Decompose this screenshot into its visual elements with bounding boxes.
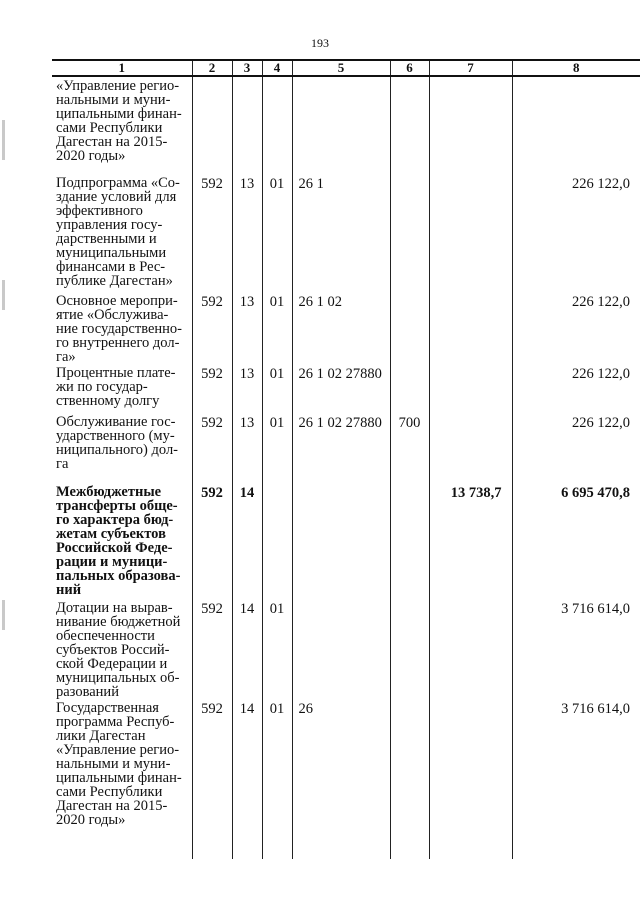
column-number: 7 — [429, 60, 512, 76]
subsection-code — [262, 483, 292, 599]
expense-type-code — [390, 174, 429, 292]
subsection-code: 01 — [262, 364, 292, 413]
amount-column-7 — [429, 292, 512, 364]
ministry-code: 592 — [192, 699, 232, 857]
column-number: 8 — [512, 60, 640, 76]
item-name: Обслуживание гос-ударственного (му-ниципального) дол-га — [56, 414, 179, 472]
amount-column-8: 6 695 470,8 — [512, 483, 640, 599]
column-number: 2 — [192, 60, 232, 76]
section-code: 14 — [232, 599, 262, 699]
item-name: Межбюджетные трансферты обще-го характера бюд-жетам субъектов Российской Феде-рации и муници-пальных образова-ний — [56, 484, 181, 598]
table-row — [52, 699, 640, 857]
item-name: Процентные плате-жи по государ-ственному долгу — [56, 365, 176, 409]
target-item-code: 26 — [292, 699, 390, 857]
subsection-code: 01 — [262, 292, 292, 364]
amount-column-8: 226 122,0 — [512, 292, 640, 364]
column-number: 1 — [52, 60, 192, 76]
ministry-code: 592 — [192, 174, 232, 292]
table-row — [52, 599, 640, 699]
ministry-code: 592 — [192, 599, 232, 699]
empty-cell — [292, 857, 390, 859]
subsection-code: 01 — [262, 599, 292, 699]
amount-column-7: 13 738,7 — [429, 483, 512, 599]
section-code: 14 — [232, 483, 262, 599]
amount-column-7 — [429, 364, 512, 413]
table-row — [52, 292, 640, 364]
table-row — [52, 364, 640, 413]
expense-type-code — [390, 292, 429, 364]
subsection-code — [262, 76, 292, 174]
expense-type-code — [390, 483, 429, 599]
subsection-code: 01 — [262, 174, 292, 292]
item-name: Государственная программа Респуб-лики Дагестан «Управление регио-нальными и муни-ципальными финан-сами Республики Дагестан на 2015-2020 годы» — [56, 700, 182, 828]
amount-column-8 — [512, 76, 640, 174]
ministry-code: 592 — [192, 364, 232, 413]
expense-type-code — [390, 76, 429, 174]
item-name: Подпрограмма «Со-здание условий для эффективного управления госу-дарственными и муниципальными финансами в Рес-публике Дагестан» — [56, 175, 180, 289]
amount-column-8: 3 716 614,0 — [512, 699, 640, 857]
target-item-code: 26 1 02 27880 — [292, 364, 390, 413]
empty-cell — [390, 857, 429, 859]
column-number: 6 — [390, 60, 429, 76]
column-number: 3 — [232, 60, 262, 76]
amount-column-7 — [429, 174, 512, 292]
column-number-row — [52, 60, 640, 76]
empty-cell — [262, 857, 292, 859]
amount-column-8: 226 122,0 — [512, 364, 640, 413]
scan-edge-mark — [2, 600, 5, 630]
target-item-code — [292, 483, 390, 599]
item-name: «Управление регио-нальными и муни-ципальными финан-сами Республики Дагестан на 2015-2020 годы» — [56, 78, 182, 164]
column-number: 5 — [292, 60, 390, 76]
amount-column-7 — [429, 699, 512, 857]
amount-column-8: 226 122,0 — [512, 413, 640, 483]
empty-cell — [192, 857, 232, 859]
item-name: Основное меропри-ятие «Обслужива-ние государственно-го внутреннего дол-га» — [56, 293, 182, 365]
expense-type-code — [390, 699, 429, 857]
table-row — [52, 174, 640, 292]
section-code: 13 — [232, 174, 262, 292]
empty-cell — [512, 857, 640, 859]
target-item-code: 26 1 02 27880 — [292, 413, 390, 483]
table-row — [52, 413, 640, 483]
empty-cell — [429, 857, 512, 859]
section-code: 13 — [232, 364, 262, 413]
target-item-code: 26 1 02 — [292, 292, 390, 364]
amount-column-7 — [429, 599, 512, 699]
target-item-code — [292, 599, 390, 699]
budget-table — [52, 59, 640, 859]
ministry-code: 592 — [192, 413, 232, 483]
target-item-code: 26 1 — [292, 174, 390, 292]
amount-column-7 — [429, 76, 512, 174]
table-row — [52, 76, 640, 174]
page-number: 193 — [311, 36, 329, 50]
section-code — [232, 76, 262, 174]
ministry-code: 592 — [192, 483, 232, 599]
section-code: 13 — [232, 413, 262, 483]
subsection-code: 01 — [262, 699, 292, 857]
ministry-code: 592 — [192, 292, 232, 364]
amount-column-8: 226 122,0 — [512, 174, 640, 292]
table-row — [52, 483, 640, 599]
scan-edge-mark — [2, 280, 5, 310]
section-code: 13 — [232, 292, 262, 364]
target-item-code — [292, 76, 390, 174]
empty-cell — [232, 857, 262, 859]
scan-edge-mark — [2, 120, 5, 160]
amount-column-7 — [429, 413, 512, 483]
expense-type-code — [390, 364, 429, 413]
subsection-code: 01 — [262, 413, 292, 483]
item-name: Дотации на вырав-нивание бюджетной обеспеченности субъектов Россий-ской Федерации и муниципальных об-разований — [56, 600, 181, 700]
table-filler-row — [52, 857, 640, 859]
section-code: 14 — [232, 699, 262, 857]
expense-type-code: 700 — [390, 413, 429, 483]
expense-type-code — [390, 599, 429, 699]
empty-cell — [52, 857, 192, 859]
column-number: 4 — [262, 60, 292, 76]
ministry-code — [192, 76, 232, 174]
amount-column-8: 3 716 614,0 — [512, 599, 640, 699]
